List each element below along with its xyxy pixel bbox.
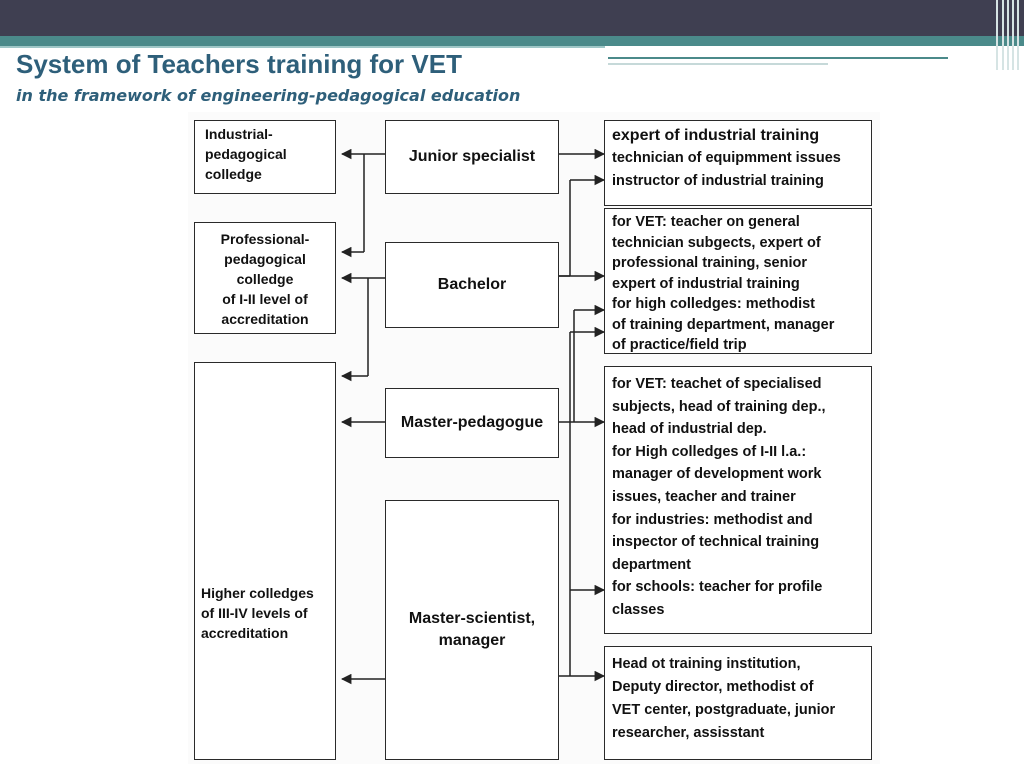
slide-subtitle: in the framework of engineering-pedagogical education <box>16 86 521 105</box>
positions-junior <box>604 120 872 206</box>
position-line: Deputy director, methodist of <box>612 679 814 695</box>
degree-label: Master-scientist, <box>408 610 536 627</box>
position-line: of practice/field trip <box>612 337 747 353</box>
positions-bachelor <box>604 208 872 354</box>
degree-junior-specialist <box>385 120 559 194</box>
position-line: subjects, head of training dep., <box>612 398 826 415</box>
institution-line: of III-IV levels of <box>201 605 308 621</box>
positions-master-scientist <box>604 646 872 760</box>
header-bar <box>0 0 1024 36</box>
position-line: inspector of technical training <box>612 534 820 551</box>
institution-line: colledge <box>236 271 294 287</box>
position-line: for VET: teachet of specialised <box>612 376 822 392</box>
position-line: for High colledges of I-II l.a.: <box>612 443 807 460</box>
position-line: classes <box>612 601 665 618</box>
degree-label: Master-pedagogue <box>400 414 544 431</box>
institution-line: Industrial- <box>205 126 273 142</box>
position-line: expert of industrial training <box>612 127 820 144</box>
position-line: issues, teacher and trainer <box>612 488 796 505</box>
position-line: for high colledges: methodist <box>612 296 816 312</box>
institution-line: colledge <box>205 166 262 182</box>
decorative-rule-thin <box>608 63 828 65</box>
position-line: researcher, assisstant <box>612 725 765 741</box>
institution-industrial-pedagogical <box>194 120 336 194</box>
positions-master-pedagogue <box>604 366 872 634</box>
degree-master-pedagogue <box>385 388 559 458</box>
institution-professional-pedagogical <box>194 222 336 334</box>
institution-line: accreditation <box>221 311 309 327</box>
decorative-stripes <box>994 0 1024 70</box>
position-line: Head ot training institution, <box>612 656 801 672</box>
position-line: technician subgects, expert of <box>612 234 821 251</box>
training-system-diagram <box>188 112 880 764</box>
degree-label: manager <box>438 632 506 649</box>
degree-bachelor <box>385 242 559 328</box>
position-line: VET center, postgraduate, junior <box>612 702 836 718</box>
position-line: department <box>612 556 691 573</box>
position-line: expert of industrial training <box>612 275 800 292</box>
position-line: for industries: methodist and <box>612 511 813 528</box>
position-line: professional training, senior <box>612 255 807 271</box>
position-line: for schools: teacher for profile <box>612 579 823 596</box>
position-line: of training department, manager <box>612 316 835 333</box>
institution-line: accreditation <box>201 625 289 641</box>
position-line: technician of equipmment issues <box>612 150 841 166</box>
accent-band <box>0 36 1024 46</box>
decorative-rule <box>608 57 948 59</box>
institution-line: pedagogical <box>224 251 306 267</box>
position-line: for VET: teacher on general <box>612 214 800 230</box>
slide-title: System of Teachers training for VET <box>16 49 462 79</box>
degree-label: Junior specialist <box>408 148 536 165</box>
position-line: instructor of industrial training <box>612 173 824 189</box>
institution-line: pedagogical <box>205 146 287 162</box>
institution-higher-colledges <box>194 362 336 760</box>
degree-label: Bachelor <box>437 276 507 293</box>
position-line: manager of development work <box>612 466 822 483</box>
institution-line: Higher colledges <box>201 585 314 601</box>
institution-line: of I-II level of <box>222 291 308 307</box>
accent-underline <box>0 46 605 48</box>
degree-master-scientist <box>385 500 559 760</box>
position-line: head of industrial dep. <box>612 421 767 438</box>
institution-line: Professional- <box>220 231 310 247</box>
